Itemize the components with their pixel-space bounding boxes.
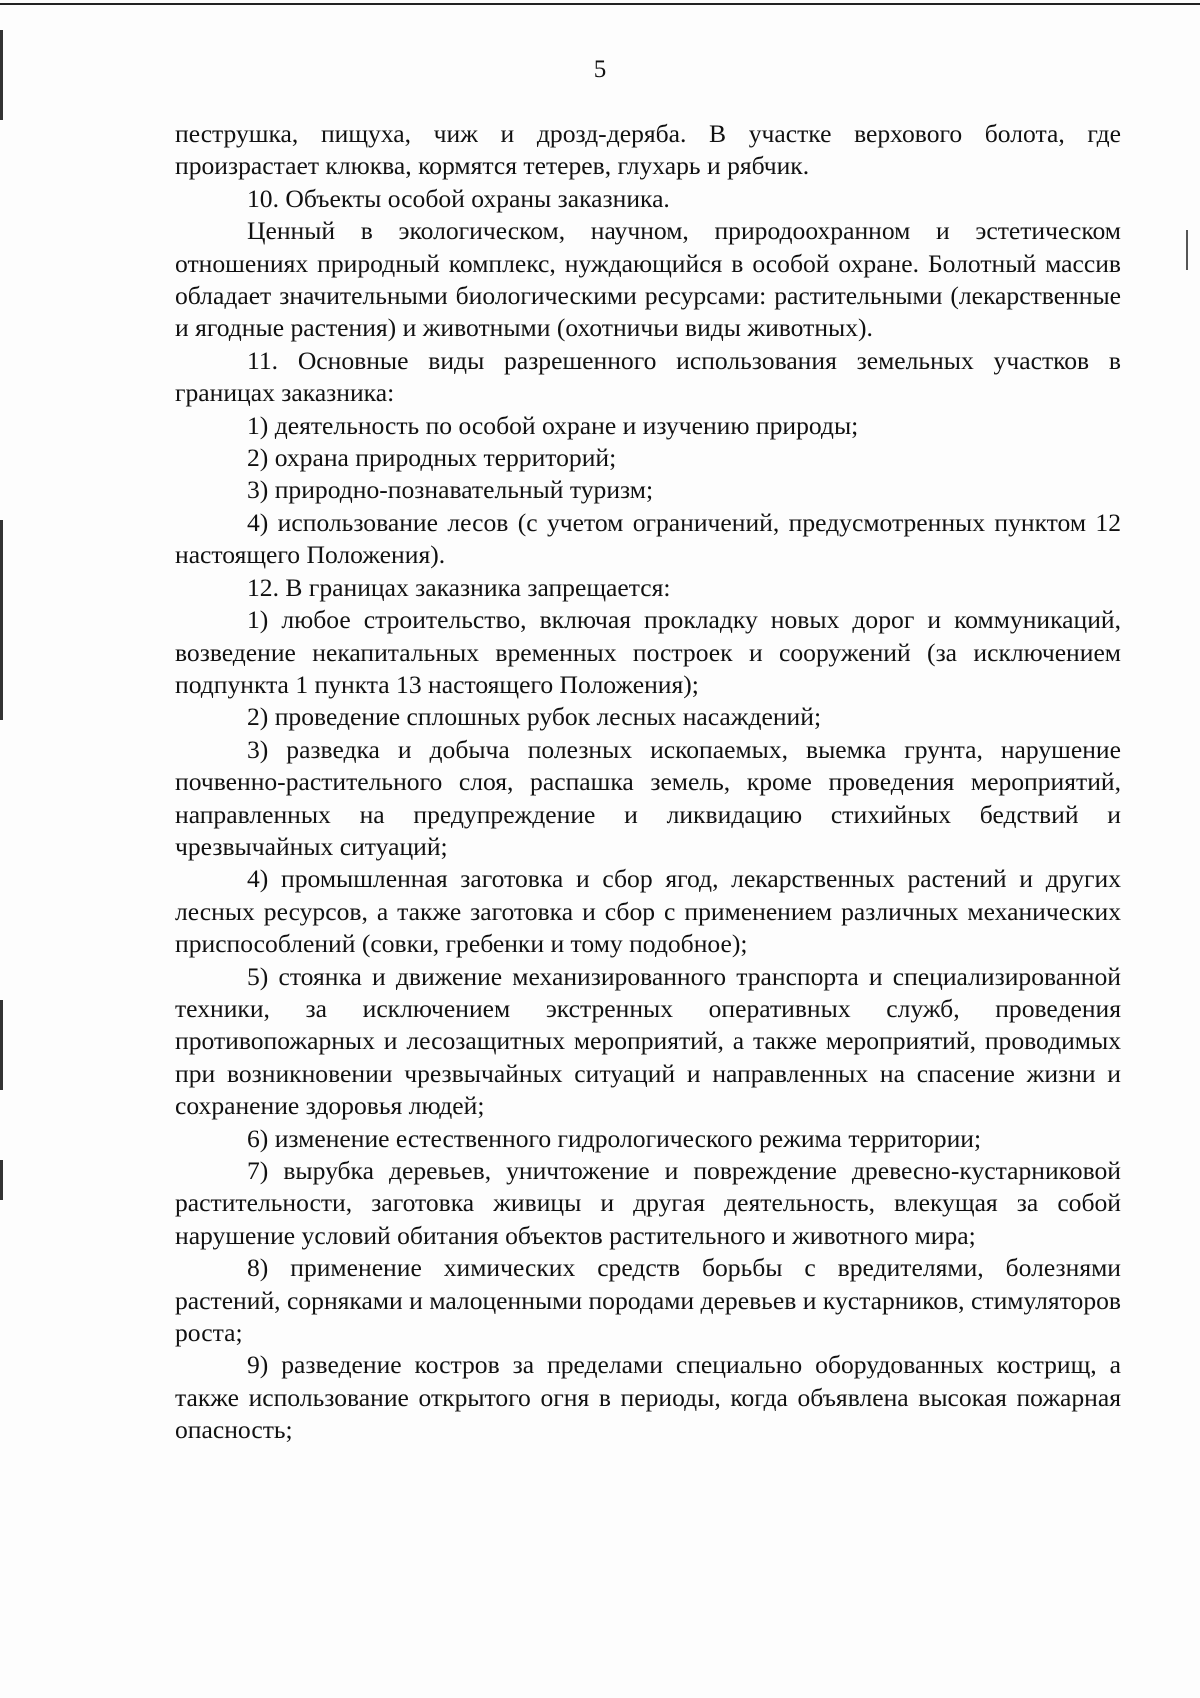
list-item: 3) природно-познавательный туризм;	[247, 475, 654, 505]
list-item: 3) разведка и добыча полезных ископаемых, выемка грунта, нарушение почвенно-растительного слоя, распашка земель, кроме проведения мероприятий, направленных на предупреждение и ликвидацию стихийных бедствий и чрезвычайных ситуаций;	[175, 734, 1121, 861]
paragraph: пеструшка, пищуха, чиж и дрозд-деряба. В участке верхового болота, где произрастает клюква, кормятся тетерев, глухарь и рябчик.	[175, 119, 1121, 181]
list-item: 9) разведение костров за пределами специально оборудованных кострищ, а также использование открытого огня в периоды, когда объявлена высокая пожарная опасность;	[175, 1350, 1121, 1445]
list-item: 8) применение химических средств борьбы с вредителями, болезнями растений, сорняками и малоценными породами деревьев и кустарников, стимуляторов роста;	[175, 1253, 1121, 1348]
scan-edge-mark	[0, 1000, 3, 1090]
paragraph: Ценный в экологическом, научном, природоохранном и эстетическом отношениях природный комплекс, нуждающийся в особой охране. Болотный массив обладает значительными биологическими ресурсами: растительными (лекарственные и ягодные растения) и животными (охотничьи виды животных).	[175, 216, 1121, 343]
scan-edge-line	[0, 3, 1200, 5]
scan-edge-mark	[0, 520, 3, 720]
list-item: 4) использование лесов (с учетом ограничений, предусмотренных пунктом 12 настоящего Положения).	[175, 507, 1121, 570]
list-item: 2) охрана природных территорий;	[247, 443, 617, 473]
list-item: 5) стоянка и движение механизированного транспорта и специализированной техники, за исключением экстренных оперативных служб, проведения противопожарных и лесозащитных мероприятий, а также мероприятий, проводимых при возникновении чрезвычайных ситуаций и направленных на спасение жизни и сохранение здоровья людей;	[175, 961, 1121, 1121]
list-item: 7) вырубка деревьев, уничтожение и повреждение древесно-кустарниковой растительности, заготовка живицы и другая деятельность, влекущая за собой нарушение условий обитания объектов растительного и животного мира;	[175, 1156, 1121, 1250]
list-item: 2) проведение сплошных рубок лесных насаждений;	[247, 702, 822, 732]
scan-edge-mark	[1186, 230, 1188, 270]
section-heading: 10. Объекты особой охраны заказника.	[247, 183, 670, 213]
list-item: 4) промышленная заготовка и сбор ягод, лекарственных растений и других лесных ресурсов, а также заготовка и сбор с применением различных механических приспособлений (совки, гребенки и тому подобное);	[175, 864, 1121, 959]
scan-edge-mark	[0, 1160, 3, 1200]
list-item: 1) деятельность по особой охране и изучению природы;	[247, 410, 859, 440]
section-heading: 12. В границах заказника запрещается:	[247, 572, 671, 602]
list-item: 6) изменение естественного гидрологического режима территории;	[247, 1123, 982, 1153]
page-number: 5	[593, 56, 607, 83]
list-item: 1) любое строительство, включая прокладку новых дорог и коммуникаций, возведение некапитальных временных построек и сооружений (за исключением подпункта 1 пункта 13 настоящего Положения);	[175, 605, 1121, 699]
document-body	[175, 118, 1121, 1447]
section-heading: 11. Основные виды разрешенного использования земельных участков в границах заказника:	[175, 345, 1121, 408]
